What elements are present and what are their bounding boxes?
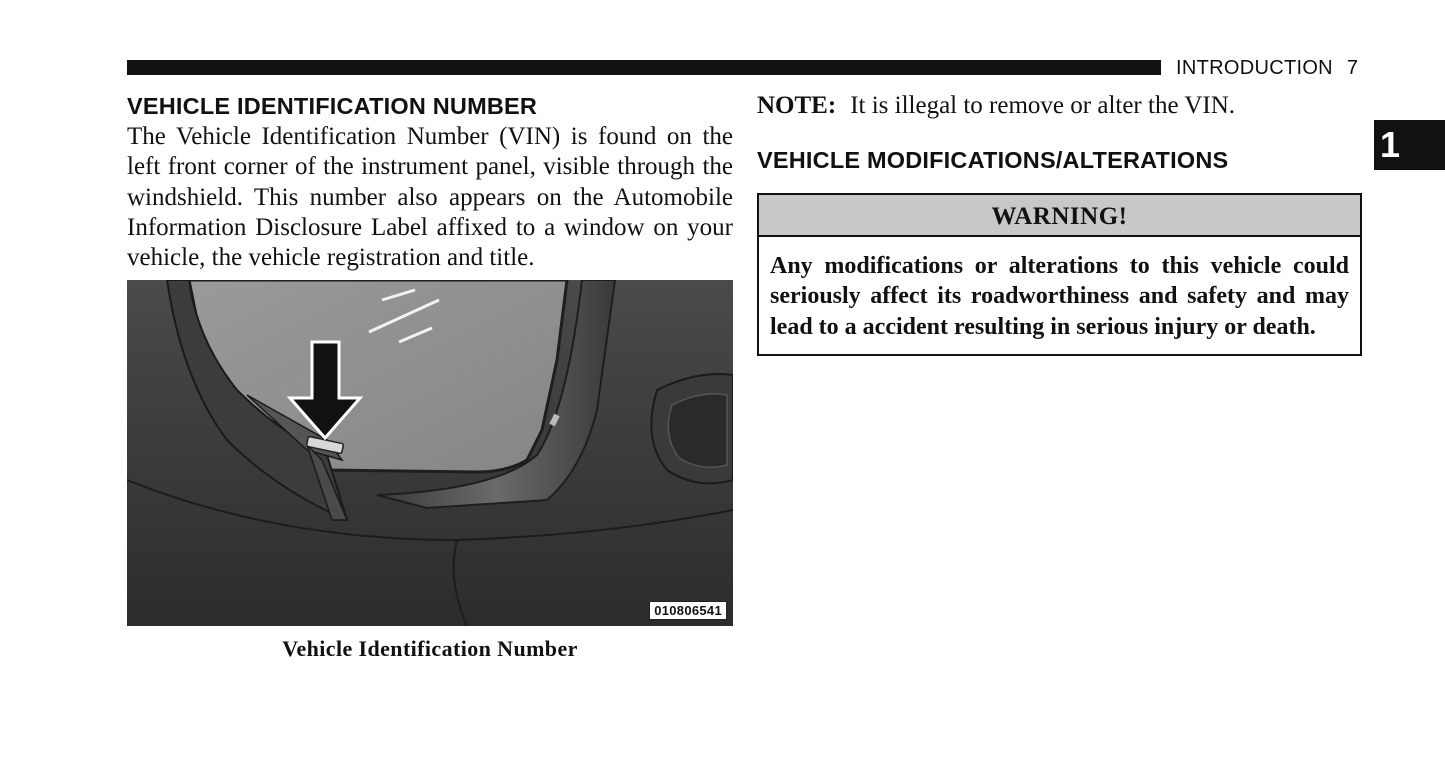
vin-heading: VEHICLE IDENTIFICATION NUMBER [127,93,538,119]
windshield-illustration [127,280,733,626]
warning-text: Any modifications or alterations to this vehicle could seriously affect its roadworthiness and safety and may lead to a accident resulting in serious injury or death. [770,253,1349,340]
vin-paragraph: The Vehicle Identification Number (VIN) is found on the left front corner of the instrument panel, visible through the windshield. This number also appears on the Automobile Information Disclosure Label affixed to a window on your vehicle, the vehicle registration and title. [127,123,733,272]
page-number: 7 [1346,57,1359,79]
figure-id-label: 010806541 [649,601,727,620]
vin-note [757,90,1362,122]
figure-caption: Vehicle Identification Number [282,636,578,661]
running-head [1176,57,1358,80]
chapter-tab: 1 [1374,120,1445,170]
modifications-heading: VEHICLE MODIFICATIONS/ALTERATIONS [757,147,1229,173]
warning-title: WARNING! [759,195,1360,237]
header-rule [127,60,1161,75]
vin-figure [127,280,733,626]
note-text: It is illegal to remove or alter the VIN. [850,92,1236,119]
warning-box [757,193,1362,356]
section-title: INTRODUCTION [1176,57,1333,79]
left-column [127,90,733,273]
right-column [757,90,1362,176]
note-label: NOTE: [757,92,837,119]
